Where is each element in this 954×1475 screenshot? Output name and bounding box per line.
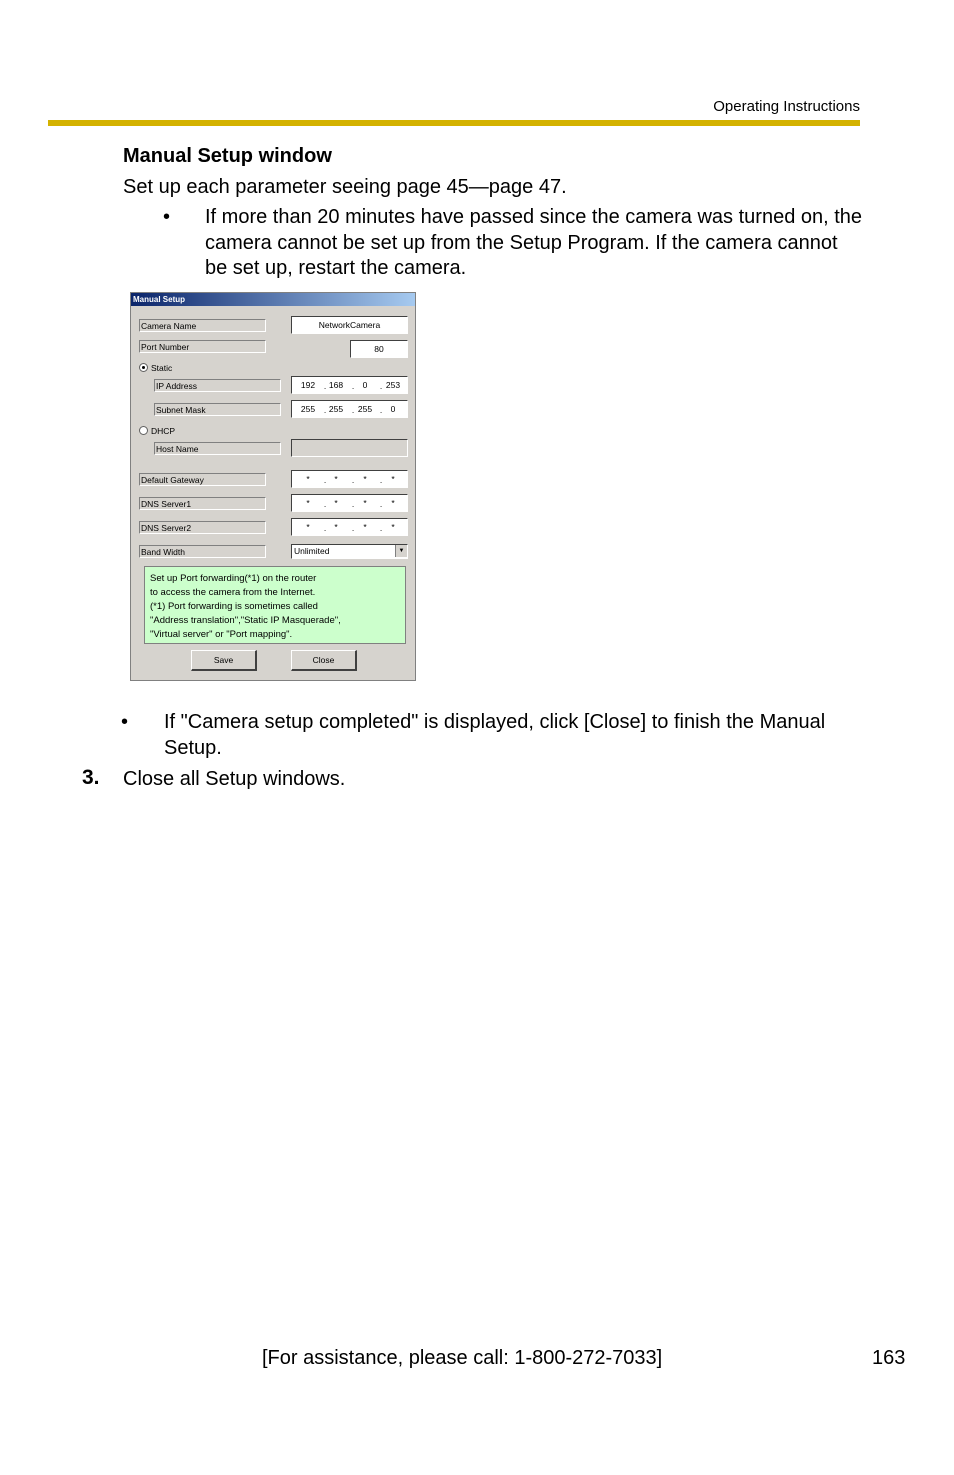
bullet-marker: •	[121, 711, 129, 733]
gateway-octet-1: *	[306, 474, 310, 484]
notice-line: "Address translation","Static IP Masquerade",	[150, 615, 341, 626]
dns1-dot: .	[379, 499, 383, 509]
dns2-octet-1: *	[306, 522, 310, 532]
footer-assistance: [For assistance, please call: 1-800-272-7033]	[262, 1347, 663, 1369]
header-rule	[48, 120, 860, 126]
dhcp-radio-label: DHCP	[151, 426, 176, 436]
static-radio[interactable]	[139, 363, 172, 373]
camera-name-field[interactable]: NetworkCamera	[291, 316, 408, 334]
close-button[interactable]: Close	[291, 650, 357, 671]
notice-line: "Virtual server" or "Port mapping".	[150, 629, 293, 640]
host-name-label: Host Name	[154, 442, 281, 455]
default-gateway-field[interactable]	[291, 470, 408, 488]
notice-line: (*1) Port forwarding is sometimes called	[150, 601, 318, 612]
dns1-dot: .	[351, 499, 355, 509]
ip-dot: .	[351, 381, 355, 391]
port-number-label: Port Number	[139, 340, 266, 353]
gateway-octet-2: *	[334, 474, 338, 484]
ip-dot: .	[379, 381, 383, 391]
gateway-dot: .	[379, 475, 383, 485]
gateway-octet-3: *	[363, 474, 367, 484]
band-width-select[interactable]	[291, 544, 408, 559]
dns1-dot: .	[323, 499, 327, 509]
dns2-octet-2: *	[334, 522, 338, 532]
section-heading: Manual Setup window	[123, 145, 332, 167]
dns2-octet-4: *	[391, 522, 395, 532]
ip-octet-3: 0	[362, 380, 368, 390]
bullet-text: If more than 20 minutes have passed since the camera was turned on, the camera cannot be set up from the Setup Program. If the camera cannot be set up, restart the camera.	[205, 206, 863, 279]
band-width-value: Unlimited	[294, 546, 330, 556]
subnet-mask-label: Subnet Mask	[154, 403, 281, 416]
manual-setup-dialog	[130, 292, 416, 681]
dhcp-radio[interactable]	[139, 426, 175, 436]
mask-dot: .	[351, 405, 355, 415]
ip-address-field[interactable]	[291, 376, 408, 394]
port-number-field[interactable]: 80	[350, 340, 408, 358]
static-radio-label: Static	[151, 363, 173, 373]
dns2-dot: .	[379, 523, 383, 533]
bullet-text: If "Camera setup completed" is displayed, click [Close] to finish the Manual Setup.	[164, 711, 826, 759]
mask-dot: .	[379, 405, 383, 415]
save-button[interactable]: Save	[191, 650, 257, 671]
radio-unselected-icon	[139, 426, 148, 435]
default-gateway-label: Default Gateway	[139, 473, 266, 486]
dns-server2-field[interactable]	[291, 518, 408, 536]
dns2-dot: .	[323, 523, 327, 533]
mask-octet-1: 255	[300, 404, 316, 414]
mask-octet-3: 255	[357, 404, 373, 414]
bullet-marker: •	[163, 206, 171, 228]
ip-octet-1: 192	[300, 380, 316, 390]
dns1-octet-2: *	[334, 498, 338, 508]
dns-server2-label: DNS Server2	[139, 521, 266, 534]
radio-selected-icon	[139, 363, 148, 372]
ip-dot: .	[323, 381, 327, 391]
dns1-octet-1: *	[306, 498, 310, 508]
running-header: Operating Instructions	[713, 98, 860, 115]
camera-name-label: Camera Name	[139, 319, 266, 332]
notice-line: Set up Port forwarding(*1) on the router	[150, 573, 317, 584]
mask-octet-2: 255	[328, 404, 344, 414]
step-text: Close all Setup windows.	[123, 768, 346, 790]
band-width-label: Band Width	[139, 545, 266, 558]
chevron-down-icon[interactable]: ▼	[395, 545, 407, 557]
notice-line: to access the camera from the Internet.	[150, 587, 316, 598]
intro-text: Set up each parameter seeing page 45—page 47.	[123, 176, 567, 198]
dns1-octet-3: *	[363, 498, 367, 508]
ip-octet-2: 168	[328, 380, 344, 390]
gateway-dot: .	[351, 475, 355, 485]
ip-address-label: IP Address	[154, 379, 281, 392]
gateway-dot: .	[323, 475, 327, 485]
dns-server1-label: DNS Server1	[139, 497, 266, 510]
subnet-mask-field[interactable]	[291, 400, 408, 418]
dialog-title-bar: Manual Setup	[131, 293, 415, 306]
mask-dot: .	[323, 405, 327, 415]
ip-octet-4: 253	[385, 380, 401, 390]
dns2-dot: .	[351, 523, 355, 533]
host-name-field[interactable]	[291, 439, 408, 457]
mask-octet-4: 0	[390, 404, 396, 414]
port-forwarding-notice	[144, 566, 406, 644]
page-number: 163	[872, 1347, 906, 1369]
dns1-octet-4: *	[391, 498, 395, 508]
dns-server1-field[interactable]	[291, 494, 408, 512]
step-number: 3.	[82, 766, 100, 789]
gateway-octet-4: *	[391, 474, 395, 484]
dns2-octet-3: *	[363, 522, 367, 532]
